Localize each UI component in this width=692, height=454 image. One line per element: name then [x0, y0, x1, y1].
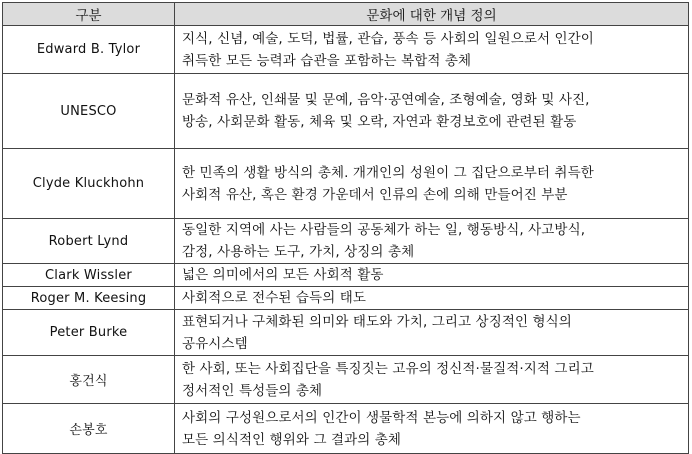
culture-definition-table — [2, 2, 689, 454]
definition-line: 동일한 지역에 사는 사람들의 공동체가 하는 일, 행동방식, 사고방식, — [182, 222, 586, 238]
row-definition — [175, 356, 689, 404]
table-row — [3, 264, 689, 287]
row-name: Roger M. Keesing — [3, 287, 175, 310]
definition-line: 공유시스템 — [182, 335, 248, 352]
row-definition — [175, 287, 689, 310]
definition-line: 감정, 사용하는 도구, 가치, 상징의 총체 — [182, 244, 415, 260]
row-name: Clark Wissler — [3, 264, 175, 287]
row-name: 홍건식 — [3, 356, 175, 404]
row-name: 손봉호 — [3, 404, 175, 454]
row-definition — [175, 264, 689, 287]
row-definition — [175, 26, 689, 74]
table-row — [3, 149, 689, 219]
header-definition: 문화에 대한 개념 정의 — [175, 3, 689, 26]
table-row — [3, 26, 689, 74]
row-definition — [175, 149, 689, 219]
table-row — [3, 287, 689, 310]
definition-line: 넓은 의미에서의 모든 사회적 활동 — [182, 267, 384, 283]
row-name: UNESCO — [3, 74, 175, 149]
row-name: Clyde Kluckhohn — [3, 149, 175, 219]
row-name: Robert Lynd — [3, 219, 175, 264]
definition-line: 문화적 유산, 인쇄물 및 문예, 음악·공연예술, 조형예술, 영화 및 사진, — [182, 92, 590, 108]
header-category: 구분 — [3, 3, 175, 26]
definition-line: 한 민족의 생활 방식의 총체. 개개인의 성원이 그 집단으로부터 취득한 — [182, 164, 594, 181]
table-row — [3, 310, 689, 356]
definition-line: 방송, 사회문화 활동, 체육 및 오락, 자연과 환경보호에 관련된 활동 — [182, 114, 577, 130]
definition-line: 정서적인 특성들의 총체 — [182, 382, 323, 399]
definition-line: 사회적 유산, 혹은 환경 가운데서 인류의 손에 의해 만들어진 부분 — [182, 186, 568, 203]
definition-line: 모든 의식적인 행위와 그 결과의 총체 — [182, 431, 402, 448]
table-row — [3, 74, 689, 149]
definition-line: 지식, 신념, 예술, 도덕, 법률, 관습, 풍속 등 사회의 일원으로서 인간이 — [182, 30, 594, 47]
table-row — [3, 356, 689, 404]
row-definition — [175, 74, 689, 149]
row-name: Edward B. Tylor — [3, 26, 175, 74]
culture-definition-table-container — [2, 2, 688, 454]
definition-line: 사회적으로 전수된 습득의 태도 — [182, 290, 367, 306]
definition-line: 표현되거나 구체화된 의미와 태도와 가치, 그리고 상징적인 형식의 — [182, 313, 572, 330]
row-definition — [175, 219, 689, 264]
definition-line: 사회의 구성원으로서의 인간이 생물학적 본능에 의하지 않고 행하는 — [182, 409, 581, 426]
row-name: Peter Burke — [3, 310, 175, 356]
row-definition — [175, 310, 689, 356]
table-row — [3, 404, 689, 454]
header-row — [3, 3, 689, 26]
definition-line: 취득한 모든 능력과 습관을 포함하는 복합적 총체 — [182, 52, 472, 69]
row-definition — [175, 404, 689, 454]
definition-line: 한 사회, 또는 사회집단을 특징짓는 고유의 정신적·물질적·지적 그리고 — [182, 360, 594, 377]
table-row — [3, 219, 689, 264]
